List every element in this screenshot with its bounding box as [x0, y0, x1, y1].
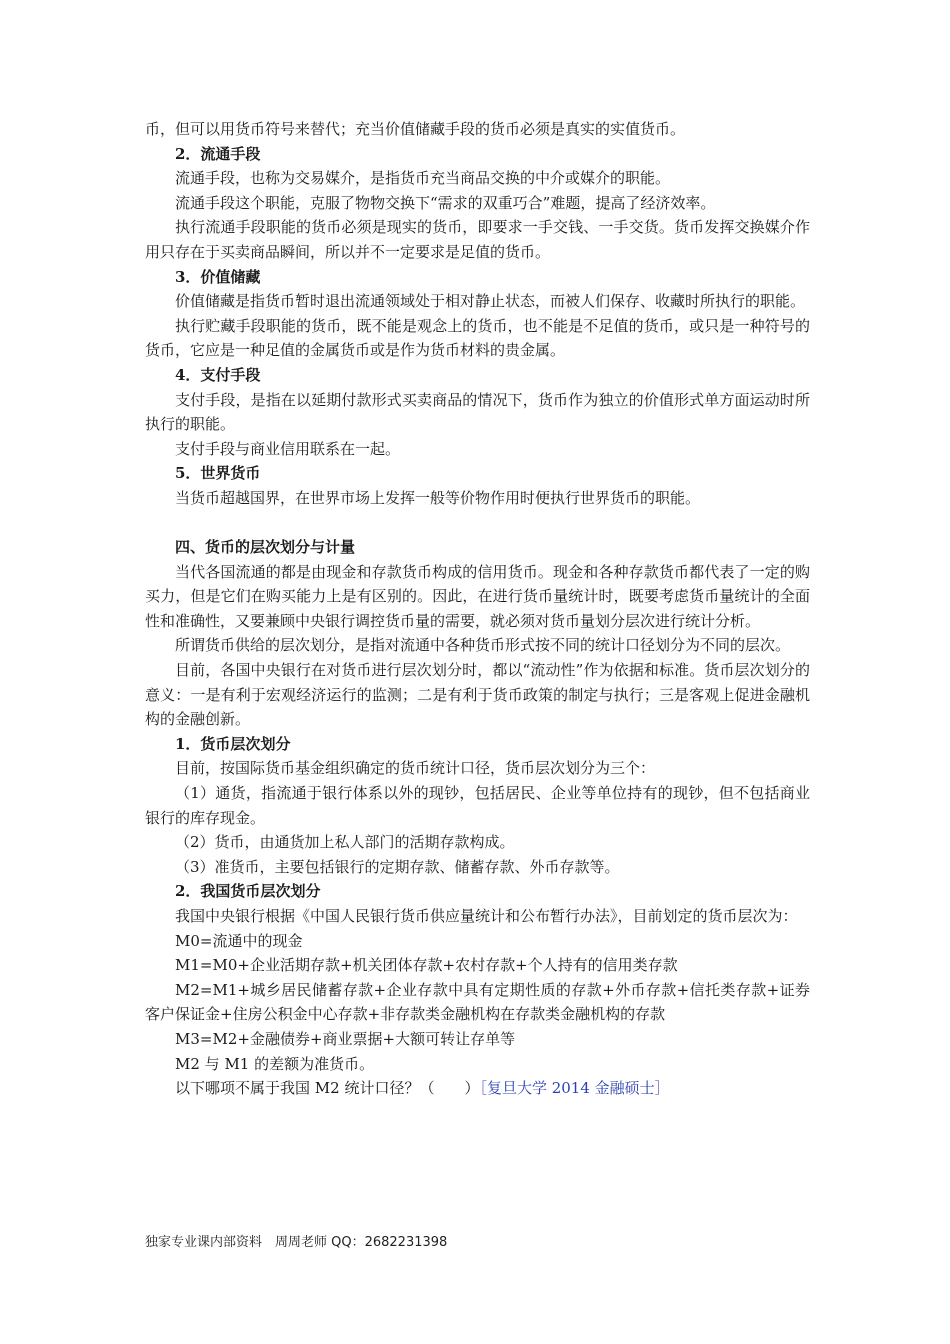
question-text: 以下哪项不属于我国 M2 统计口径？（ ）	[175, 1079, 480, 1098]
exam-question	[145, 1076, 810, 1101]
paragraph: 流通手段这个职能，克服了物物交换下“需求的双重巧合”难题，提高了经济效率。	[175, 193, 716, 212]
paragraph: 当代各国流通的都是由现金和存款货币构成的信用货币。现金和各种存款货币都代表了一定的购买力，但是它们在购买能力上是有区别的。因此，在进行货币量统计时，既要考虑货币量统计的全面性和准确性，又要兼顾中央银行调控货币量的需要，就必须对货币量划分层次进行统计分析。	[145, 562, 810, 630]
paragraph: 当货币超越国界，在世界市场上发挥一般等价物作用时便执行世界货币的职能。	[175, 488, 701, 507]
paragraph: M2=M1+城乡居民储蓄存款+企业存款中具有定期性质的存款+外币存款+信托类存款+证券客户保证金+住房公积金中心存款+非存款类金融机构在存款类金融机构的存款	[145, 980, 810, 1024]
paragraph: 所谓货币供给的层次划分，是指对流通中各种货币形式按不同的统计口径划分为不同的层次。	[175, 636, 791, 655]
blank-line	[145, 511, 810, 536]
section-heading: 4．支付手段	[175, 365, 261, 384]
paragraph: 目前，各国中央银行在对货币进行层次划分时，都以“流动性”作为依据和标准。货币层次划分的意义：一是有利于宏观经济运行的监测；二是有利于货币政策的制定与执行；三是客观上促进金融机构的金融创新。	[145, 661, 810, 729]
section-heading: 5．世界货币	[175, 464, 261, 483]
paragraph: M1=M0+企业活期存款+机关团体存款+农村存款+个人持有的信用类存款	[175, 956, 678, 975]
paragraph: 价值储藏是指货币暂时退出流通领域处于相对静止状态，而被人们保存、收藏时所执行的职能。	[175, 292, 806, 311]
footer-note: 独家专业课内部资料 周周老师 QQ：2682231398	[145, 1235, 448, 1250]
paragraph: 流通手段，也称为交易媒介，是指货币充当商品交换的中介或媒介的职能。	[175, 169, 671, 188]
paragraph: （1）通货，指流通于银行体系以外的现钞，包括居民、企业等单位持有的现钞，但不包括商业银行的库存现金。	[145, 784, 810, 827]
paragraph: M2 与 M1 的差额为准货币。	[175, 1054, 375, 1073]
section-heading: 2．流通手段	[175, 144, 261, 163]
paragraph: M3=M2+金融债券+商业票据+大额可转让存单等	[175, 1029, 516, 1048]
section-heading: 四、货币的层次划分与计量	[175, 538, 356, 557]
document-body	[145, 117, 810, 1101]
paragraph: 支付手段与商业信用联系在一起。	[175, 439, 401, 458]
paragraph: 支付手段，是指在以延期付款形式买卖商品的情况下，货币作为独立的价值形式单方面运动时所执行的职能。	[145, 390, 810, 434]
paragraph: 执行流通手段职能的货币必须是现实的货币，即要求一手交钱、一手交货。货币发挥交换媒介作用只存在于买卖商品瞬间，所以并不一定要求是足值的货币。	[145, 218, 810, 261]
paragraph: 目前，按国际货币基金组织确定的货币统计口径，货币层次划分为三个：	[175, 759, 656, 778]
section-heading: 2．我国货币层次划分	[175, 882, 321, 901]
paragraph: 币，但可以用货币符号来替代；充当价值储藏手段的货币必须是真实的实值货币。	[145, 120, 686, 138]
paragraph: 我国中央银行根据《中国人民银行货币供应量统计和公布暂行办法》，目前划定的货币层次为：	[175, 907, 798, 925]
section-heading: 1．货币层次划分	[175, 734, 291, 753]
question-source: ［复旦大学 2014 金融硕士］	[479, 1079, 670, 1098]
paragraph: （2）货币，由通货加上私人部门的活期存款构成。	[175, 833, 515, 852]
section-heading: 3．价值储藏	[175, 267, 261, 286]
paragraph: 执行贮藏手段职能的货币，既不能是观念上的货币，也不能是不足值的货币，或只是一种符号的货币，它应是一种足值的金属货币或是作为货币材料的贵金属。	[145, 316, 810, 360]
paragraph: （3）准货币，主要包括银行的定期存款、储蓄存款、外币存款等。	[175, 857, 620, 876]
paragraph: M0=流通中的现金	[175, 931, 303, 950]
